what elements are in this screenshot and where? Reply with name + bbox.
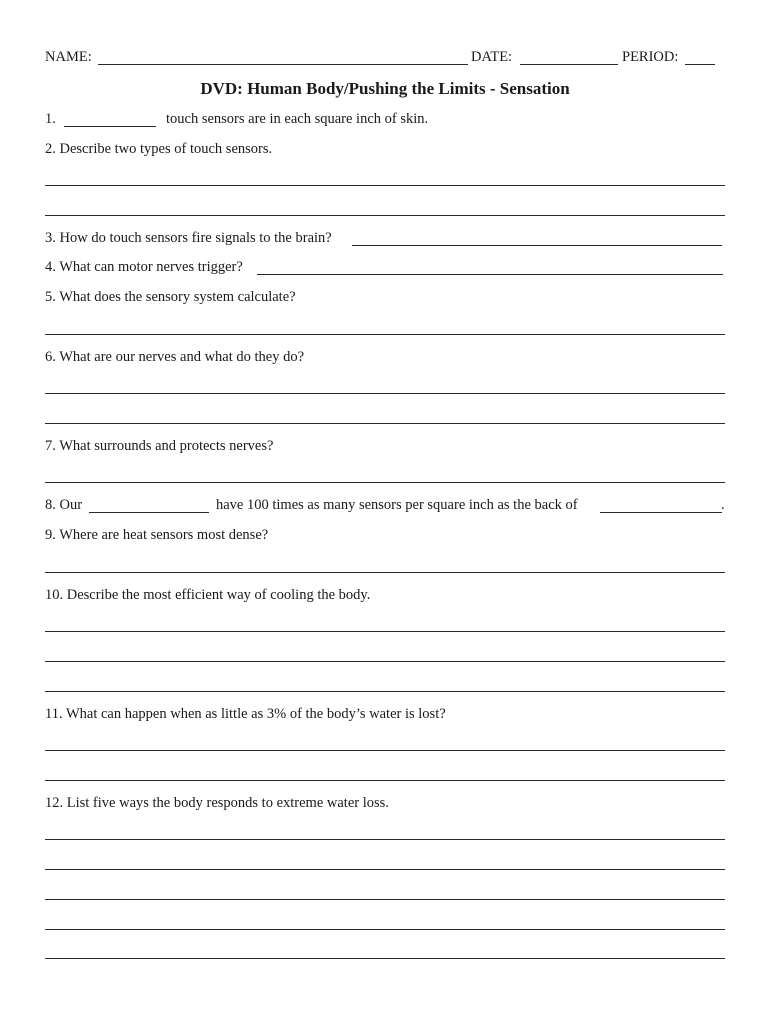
page-title: DVD: Human Body/Pushing the Limits - Sensation [200, 79, 570, 98]
question-1-blank[interactable] [64, 126, 156, 127]
date-label: DATE: [471, 49, 513, 65]
answer-line[interactable] [45, 215, 725, 216]
question-3-answer-line[interactable] [352, 245, 722, 246]
answer-line[interactable] [45, 929, 725, 930]
question-8-end: . [721, 497, 725, 513]
answer-line[interactable] [45, 691, 725, 692]
name-label: NAME: [45, 49, 92, 65]
question-2-text: 2. Describe two types of touch sensors. [45, 141, 273, 157]
question-5-text: 5. What does the sensory system calculate? [45, 289, 296, 305]
question-8-part2: have 100 times as many sensors per square inch as the back of [216, 497, 578, 513]
question-6-text: 6. What are our nerves and what do they do? [45, 349, 305, 365]
answer-line[interactable] [45, 750, 725, 751]
name-field[interactable] [98, 64, 468, 65]
answer-line[interactable] [45, 423, 725, 424]
question-3-text: 3. How do touch sensors fire signals to the brain? [45, 230, 332, 246]
answer-line[interactable] [45, 334, 725, 335]
answer-line[interactable] [45, 393, 725, 394]
date-field[interactable] [520, 64, 618, 65]
answer-line[interactable] [45, 899, 725, 900]
answer-line[interactable] [45, 572, 725, 573]
question-12-text: 12. List five ways the body responds to extreme water loss. [45, 795, 389, 811]
answer-line[interactable] [45, 958, 725, 959]
answer-line[interactable] [45, 780, 725, 781]
question-8-blank-2[interactable] [600, 512, 722, 513]
question-4-text: 4. What can motor nerves trigger? [45, 259, 243, 275]
question-7-text: 7. What surrounds and protects nerves? [45, 438, 274, 454]
answer-line[interactable] [45, 631, 725, 632]
question-10-text: 10. Describe the most efficient way of cooling the body. [45, 587, 371, 603]
question-11-text: 11. What can happen when as little as 3% of the body’s water is lost? [45, 706, 446, 722]
period-label: PERIOD: [622, 49, 679, 65]
answer-line[interactable] [45, 185, 725, 186]
answer-line[interactable] [45, 661, 725, 662]
question-1-text: touch sensors are in each square inch of skin. [166, 111, 429, 127]
question-8-part1: 8. Our [45, 497, 83, 513]
answer-line[interactable] [45, 869, 725, 870]
answer-line[interactable] [45, 839, 725, 840]
question-4-answer-line[interactable] [257, 274, 723, 275]
question-1-number: 1. [45, 111, 56, 127]
question-8-blank-1[interactable] [89, 512, 209, 513]
answer-line[interactable] [45, 482, 725, 483]
period-field[interactable] [685, 64, 715, 65]
question-9-text: 9. Where are heat sensors most dense? [45, 527, 269, 543]
